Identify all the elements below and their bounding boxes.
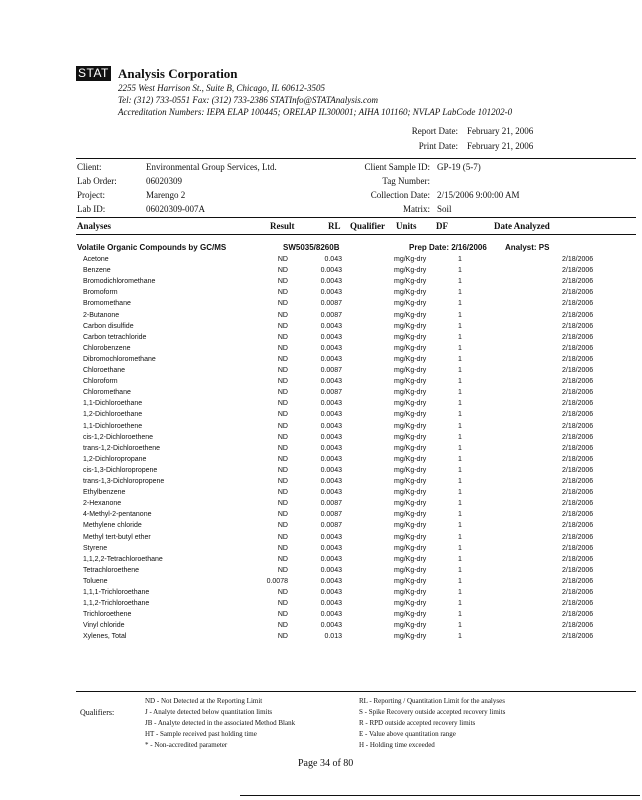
dilution-factor: 1 — [458, 466, 462, 474]
units: mg/Kg-dry — [394, 455, 427, 463]
result-value: ND — [277, 433, 288, 441]
qualifier-definition: * - Non-accredited parameter — [145, 741, 228, 749]
result-value: ND — [277, 378, 288, 386]
dilution-factor: 1 — [458, 611, 462, 619]
analyte-name: cis-1,2-Dichloroethene — [83, 433, 154, 441]
units: mg/Kg-dry — [394, 444, 427, 452]
reporting-limit: 0.0087 — [320, 389, 342, 397]
units: mg/Kg-dry — [394, 577, 427, 585]
units: mg/Kg-dry — [394, 566, 427, 574]
dilution-factor: 1 — [458, 400, 462, 408]
divider-table-header — [76, 234, 636, 235]
reporting-limit: 0.0043 — [320, 333, 342, 341]
section-prep-date: Prep Date: 2/16/2006 — [409, 243, 487, 252]
reporting-limit: 0.0043 — [320, 267, 342, 275]
units: mg/Kg-dry — [394, 433, 427, 441]
table-row — [76, 421, 636, 432]
table-row — [76, 498, 636, 509]
analyte-name: Dibromochloromethane — [83, 355, 156, 363]
units: mg/Kg-dry — [394, 555, 427, 563]
dilution-factor: 1 — [458, 511, 462, 519]
date-analyzed: 2/18/2006 — [562, 378, 594, 386]
result-value: ND — [277, 478, 288, 485]
dilution-factor: 1 — [458, 267, 462, 275]
table-row — [76, 265, 636, 276]
result-value: ND — [277, 311, 288, 319]
date-analyzed: 2/18/2006 — [562, 589, 594, 596]
dilution-factor: 1 — [458, 355, 462, 363]
table-row — [76, 254, 636, 265]
units: mg/Kg-dry — [394, 611, 427, 619]
qualifier-definition: H - Holding time exceeded — [359, 741, 435, 749]
reporting-limit: 0.0087 — [320, 522, 342, 530]
qualifier-definition: S - Spike Recovery outside accepted recovery limits — [359, 708, 506, 716]
table-row — [76, 343, 636, 354]
dilution-factor: 1 — [458, 289, 462, 297]
result-value: ND — [277, 267, 288, 275]
units: mg/Kg-dry — [394, 622, 427, 630]
col-header-df: DF — [436, 221, 448, 231]
table-row — [76, 365, 636, 376]
date-analyzed: 2/18/2006 — [562, 433, 594, 441]
dilution-factor: 1 — [458, 522, 462, 530]
table-row — [76, 287, 636, 298]
analyte-name: Chloroethane — [83, 367, 126, 374]
result-value: ND — [277, 400, 288, 408]
analyte-name: 1,1,2,2-Tetrachloroethane — [83, 555, 163, 563]
analyte-name: 1,2-Dichloropropane — [83, 455, 147, 463]
result-value: ND — [277, 278, 288, 286]
analyte-name: Bromoform — [83, 289, 118, 297]
table-row — [76, 376, 636, 387]
result-value: ND — [277, 622, 288, 630]
dilution-factor: 1 — [458, 589, 462, 596]
table-row — [76, 432, 636, 443]
analyte-name: Carbon disulfide — [83, 322, 134, 330]
analyte-name: 1,1,1-Trichloroethane — [83, 589, 150, 596]
analyte-name: Toluene — [83, 577, 108, 585]
table-row — [76, 276, 636, 287]
table-row — [76, 398, 636, 409]
analyte-name: trans-1,2-Dichloroethene — [83, 444, 161, 452]
reporting-limit: 0.0043 — [320, 544, 342, 552]
units: mg/Kg-dry — [394, 355, 427, 363]
analyte-name: 1,2-Dichloroethane — [83, 411, 143, 419]
units: mg/Kg-dry — [394, 633, 427, 641]
units: mg/Kg-dry — [394, 322, 427, 330]
reporting-limit: 0.0043 — [320, 378, 342, 386]
units: mg/Kg-dry — [394, 422, 427, 430]
table-row — [76, 332, 636, 343]
reporting-limit: 0.0043 — [320, 433, 342, 441]
reporting-limit: 0.0087 — [320, 311, 342, 319]
company-contact: Tel: (312) 733-0551 Fax: (312) 733-2386 STATInfo@STATAnalysis.com — [118, 95, 379, 105]
dilution-factor: 1 — [458, 311, 462, 319]
qualifier-definition: JB - Analyte detected in the associated Method Blank — [145, 719, 296, 727]
reporting-limit: 0.0043 — [320, 355, 342, 363]
units: mg/Kg-dry — [394, 367, 427, 374]
units: mg/Kg-dry — [394, 344, 427, 352]
date-analyzed: 2/18/2006 — [562, 478, 594, 485]
dilution-factor: 1 — [458, 489, 462, 497]
analyte-name: Styrene — [83, 544, 108, 552]
date-analyzed: 2/18/2006 — [562, 400, 594, 408]
table-row — [76, 543, 636, 554]
units: mg/Kg-dry — [394, 489, 427, 497]
table-row — [76, 532, 636, 543]
reporting-limit: 0.0043 — [320, 577, 342, 585]
table-row — [76, 520, 636, 531]
reporting-limit: 0.0043 — [320, 555, 342, 563]
qualifier-definition: ND - Not Detected at the Reporting Limit — [145, 697, 263, 705]
result-value: ND — [277, 589, 288, 596]
result-value: ND — [277, 389, 288, 397]
divider-info — [76, 217, 636, 218]
analyte-name: Vinyl chloride — [83, 622, 125, 630]
date-analyzed: 2/18/2006 — [562, 577, 594, 585]
date-analyzed: 2/18/2006 — [562, 600, 594, 608]
date-analyzed: 2/18/2006 — [562, 278, 594, 286]
col-header-date-analyzed: Date Analyzed — [494, 221, 550, 231]
date-analyzed: 2/18/2006 — [562, 622, 594, 630]
dilution-factor: 1 — [458, 378, 462, 386]
result-value: ND — [277, 466, 288, 474]
dilution-factor: 1 — [458, 389, 462, 397]
dilution-factor: 1 — [458, 577, 462, 585]
date-analyzed: 2/18/2006 — [562, 333, 594, 341]
table-row — [76, 620, 636, 631]
result-value: ND — [277, 300, 288, 308]
result-value: ND — [277, 333, 288, 341]
lab-id-value: 06020309-007A — [146, 204, 205, 214]
dilution-factor: 1 — [458, 256, 462, 263]
print-date-label: Print Date: — [418, 141, 458, 151]
dilution-factor: 1 — [458, 367, 462, 374]
reporting-limit: 0.0043 — [320, 289, 342, 297]
result-value: 0.0078 — [266, 577, 288, 585]
dilution-factor: 1 — [458, 478, 462, 485]
date-analyzed: 2/18/2006 — [562, 455, 594, 463]
units: mg/Kg-dry — [394, 311, 427, 319]
date-analyzed: 2/18/2006 — [562, 289, 594, 297]
units: mg/Kg-dry — [394, 400, 427, 408]
table-row — [76, 310, 636, 321]
date-analyzed: 2/18/2006 — [562, 344, 594, 352]
result-value: ND — [277, 533, 288, 541]
units: mg/Kg-dry — [394, 300, 427, 308]
result-value: ND — [277, 544, 288, 552]
table-row — [76, 554, 636, 565]
analyte-name: Carbon tetrachloride — [83, 333, 147, 341]
dilution-factor: 1 — [458, 555, 462, 563]
result-value: ND — [277, 611, 288, 619]
result-value: ND — [277, 522, 288, 530]
result-value: ND — [277, 367, 288, 374]
date-analyzed: 2/18/2006 — [562, 444, 594, 452]
table-row — [76, 476, 636, 487]
units: mg/Kg-dry — [394, 333, 427, 341]
date-analyzed: 2/18/2006 — [562, 300, 594, 308]
reporting-limit: 0.0043 — [320, 322, 342, 330]
lab-order-label: Lab Order: — [77, 176, 117, 186]
analyte-name: 2-Hexanone — [83, 500, 122, 508]
section-method: SW5035/8260B — [283, 243, 340, 252]
section-title: Volatile Organic Compounds by GC/MS — [77, 243, 227, 252]
date-analyzed: 2/18/2006 — [562, 555, 594, 563]
table-row — [76, 631, 636, 642]
dilution-factor: 1 — [458, 633, 462, 641]
result-value: ND — [277, 511, 288, 519]
analyte-name: cis-1,3-Dichloropropene — [83, 466, 158, 474]
analyte-name: Benzene — [83, 267, 111, 275]
reporting-limit: 0.0043 — [320, 422, 342, 430]
table-row — [76, 609, 636, 620]
result-value: ND — [277, 455, 288, 463]
dilution-factor: 1 — [458, 444, 462, 452]
dilution-factor: 1 — [458, 422, 462, 430]
qualifier-definition: J - Analyte detected below quantitation limits — [145, 708, 273, 716]
qualifier-definition: R - RPD outside accepted recovery limits — [359, 719, 476, 727]
qualifier-definition: HT - Sample received past holding time — [145, 730, 257, 738]
divider-bottom — [240, 795, 640, 796]
table-row — [76, 443, 636, 454]
table-row — [76, 487, 636, 498]
date-analyzed: 2/18/2006 — [562, 533, 594, 541]
table-row — [76, 587, 636, 598]
analyte-name: Trichloroethene — [83, 611, 132, 619]
reporting-limit: 0.0043 — [320, 489, 342, 497]
reporting-limit: 0.0087 — [320, 367, 342, 374]
reporting-limit: 0.0043 — [320, 400, 342, 408]
table-row — [76, 598, 636, 609]
date-analyzed: 2/18/2006 — [562, 466, 594, 474]
date-analyzed: 2/18/2006 — [562, 611, 594, 619]
reporting-limit: 0.0043 — [320, 278, 342, 286]
dilution-factor: 1 — [458, 533, 462, 541]
divider-top — [76, 158, 636, 159]
qualifiers-label: Qualifiers: — [80, 708, 115, 717]
reporting-limit: 0.0087 — [320, 511, 342, 519]
dilution-factor: 1 — [458, 433, 462, 441]
reporting-limit: 0.0043 — [320, 566, 342, 574]
analyte-name: 1,1-Dichloroethene — [83, 422, 143, 430]
analyte-name: Bromodichloromethane — [83, 278, 156, 286]
reporting-limit: 0.0043 — [320, 622, 342, 630]
result-value: ND — [277, 489, 288, 497]
print-date-value: February 21, 2006 — [467, 141, 534, 151]
units: mg/Kg-dry — [394, 589, 427, 596]
units: mg/Kg-dry — [394, 511, 427, 519]
dilution-factor: 1 — [458, 278, 462, 286]
lab-id-label: Lab ID: — [77, 204, 106, 214]
reporting-limit: 0.0043 — [320, 478, 342, 485]
reporting-limit: 0.0043 — [320, 344, 342, 352]
table-row — [76, 509, 636, 520]
result-value: ND — [277, 422, 288, 430]
result-value: ND — [277, 600, 288, 608]
result-value: ND — [277, 566, 288, 574]
date-analyzed: 2/18/2006 — [562, 367, 594, 374]
analyte-name: trans-1,3-Dichloropropene — [83, 478, 165, 485]
date-analyzed: 2/18/2006 — [562, 633, 594, 641]
analyte-name: Methyl tert-butyl ether — [83, 533, 151, 541]
accreditation-numbers: Accreditation Numbers: IEPA ELAP 100445; ORELAP IL300001; AIHA 101160; NVLAP LabCode 101202-0 — [118, 107, 513, 117]
analyte-name: Tetrachloroethene — [83, 566, 140, 574]
units: mg/Kg-dry — [394, 533, 427, 541]
stat-logo: STAT — [78, 66, 109, 80]
dilution-factor: 1 — [458, 500, 462, 508]
qualifier-definition: RL - Reporting / Quantitation Limit for the analyses — [359, 697, 505, 705]
dilution-factor: 1 — [458, 333, 462, 341]
result-value: ND — [277, 322, 288, 330]
analyte-name: Chloromethane — [83, 389, 131, 397]
date-analyzed: 2/18/2006 — [562, 389, 594, 397]
units: mg/Kg-dry — [394, 278, 427, 286]
dilution-factor: 1 — [458, 455, 462, 463]
date-analyzed: 2/18/2006 — [562, 500, 594, 508]
date-analyzed: 2/18/2006 — [562, 355, 594, 363]
table-row — [76, 387, 636, 398]
analyte-name: Chlorobenzene — [83, 344, 131, 352]
matrix-value: Soil — [437, 204, 452, 214]
client-value: Environmental Group Services, Ltd. — [146, 162, 277, 172]
col-header-analyses: Analyses — [77, 221, 112, 231]
date-analyzed: 2/18/2006 — [562, 566, 594, 574]
units: mg/Kg-dry — [394, 267, 427, 275]
table-row — [76, 321, 636, 332]
date-analyzed: 2/18/2006 — [562, 522, 594, 530]
reporting-limit: 0.0043 — [320, 444, 342, 452]
date-analyzed: 2/18/2006 — [562, 267, 594, 275]
date-analyzed: 2/18/2006 — [562, 489, 594, 497]
project-value: Marengo 2 — [146, 190, 186, 200]
reporting-limit: 0.0043 — [320, 589, 342, 596]
dilution-factor: 1 — [458, 411, 462, 419]
page-number: Page 34 of 80 — [298, 758, 354, 769]
matrix-label: Matrix: — [403, 204, 430, 214]
dilution-factor: 1 — [458, 622, 462, 630]
table-row — [76, 409, 636, 420]
units: mg/Kg-dry — [394, 256, 427, 263]
result-value: ND — [277, 555, 288, 563]
client-sample-id-label: Client Sample ID: — [364, 162, 430, 172]
dilution-factor: 1 — [458, 600, 462, 608]
table-row — [76, 576, 636, 587]
analyte-name: 4-Methyl-2-pentanone — [83, 511, 152, 519]
reporting-limit: 0.0043 — [320, 466, 342, 474]
date-analyzed: 2/18/2006 — [562, 511, 594, 519]
col-header-qualifier: Qualifier — [350, 221, 385, 231]
tag-number-label: Tag Number: — [382, 176, 430, 186]
project-label: Project: — [77, 190, 105, 200]
units: mg/Kg-dry — [394, 478, 427, 485]
client-sample-id-value: GP-19 (5-7) — [437, 162, 481, 172]
client-label: Client: — [77, 162, 102, 172]
units: mg/Kg-dry — [394, 389, 427, 397]
result-value: ND — [277, 411, 288, 419]
analyte-name: Ethylbenzene — [83, 489, 126, 497]
col-header-units: Units — [396, 221, 417, 231]
date-analyzed: 2/18/2006 — [562, 544, 594, 552]
analyte-name: 1,1,2-Trichloroethane — [83, 600, 150, 608]
reporting-limit: 0.0043 — [320, 600, 342, 608]
table-row — [76, 565, 636, 576]
lab-order-value: 06020309 — [146, 176, 182, 186]
company-name: Analysis Corporation — [118, 66, 238, 81]
reporting-limit: 0.043 — [324, 256, 342, 263]
units: mg/Kg-dry — [394, 378, 427, 386]
divider-footer — [76, 691, 636, 692]
dilution-factor: 1 — [458, 322, 462, 330]
units: mg/Kg-dry — [394, 544, 427, 552]
collection-date-value: 2/15/2006 9:00:00 AM — [437, 190, 520, 200]
units: mg/Kg-dry — [394, 289, 427, 297]
result-value: ND — [277, 500, 288, 508]
dilution-factor: 1 — [458, 344, 462, 352]
units: mg/Kg-dry — [394, 500, 427, 508]
reporting-limit: 0.0087 — [320, 300, 342, 308]
result-value: ND — [277, 344, 288, 352]
dilution-factor: 1 — [458, 300, 462, 308]
reporting-limit: 0.0043 — [320, 611, 342, 619]
qualifier-definition: E - Value above quantitation range — [359, 730, 456, 738]
table-row — [76, 465, 636, 476]
result-value: ND — [277, 633, 288, 641]
reporting-limit: 0.0087 — [320, 500, 342, 508]
date-analyzed: 2/18/2006 — [562, 322, 594, 330]
table-row — [76, 354, 636, 365]
table-row — [76, 454, 636, 465]
units: mg/Kg-dry — [394, 600, 427, 608]
analyte-name: Xylenes, Total — [83, 633, 127, 641]
collection-date-label: Collection Date: — [370, 190, 430, 200]
dilution-factor: 1 — [458, 544, 462, 552]
date-analyzed: 2/18/2006 — [562, 311, 594, 319]
dilution-factor: 1 — [458, 566, 462, 574]
analyte-name: Bromomethane — [83, 300, 131, 308]
col-header-result: Result — [270, 221, 295, 231]
col-header-rl: RL — [328, 221, 341, 231]
analyte-name: 2-Butanone — [83, 311, 120, 319]
analyte-name: Acetone — [83, 256, 109, 263]
date-analyzed: 2/18/2006 — [562, 256, 594, 263]
analyte-name: Chloroform — [83, 378, 118, 386]
analyte-name: 1,1-Dichloroethane — [83, 400, 143, 408]
reporting-limit: 0.0043 — [320, 533, 342, 541]
table-row — [76, 298, 636, 309]
report-date-label: Report Date: — [411, 126, 458, 136]
units: mg/Kg-dry — [394, 522, 427, 530]
date-analyzed: 2/18/2006 — [562, 411, 594, 419]
company-address: 2255 West Harrison St., Suite B, Chicago, IL 60612-3505 — [118, 83, 326, 93]
result-value: ND — [277, 256, 288, 263]
report-date-value: February 21, 2006 — [467, 126, 534, 136]
section-analyst: Analyst: PS — [505, 243, 550, 252]
date-analyzed: 2/18/2006 — [562, 422, 594, 430]
units: mg/Kg-dry — [394, 411, 427, 419]
result-value: ND — [277, 355, 288, 363]
analyte-name: Methylene chloride — [83, 522, 142, 530]
result-value: ND — [277, 444, 288, 452]
reporting-limit: 0.0043 — [320, 411, 342, 419]
reporting-limit: 0.013 — [324, 633, 342, 641]
result-value: ND — [277, 289, 288, 297]
reporting-limit: 0.0043 — [320, 455, 342, 463]
units: mg/Kg-dry — [394, 466, 427, 474]
